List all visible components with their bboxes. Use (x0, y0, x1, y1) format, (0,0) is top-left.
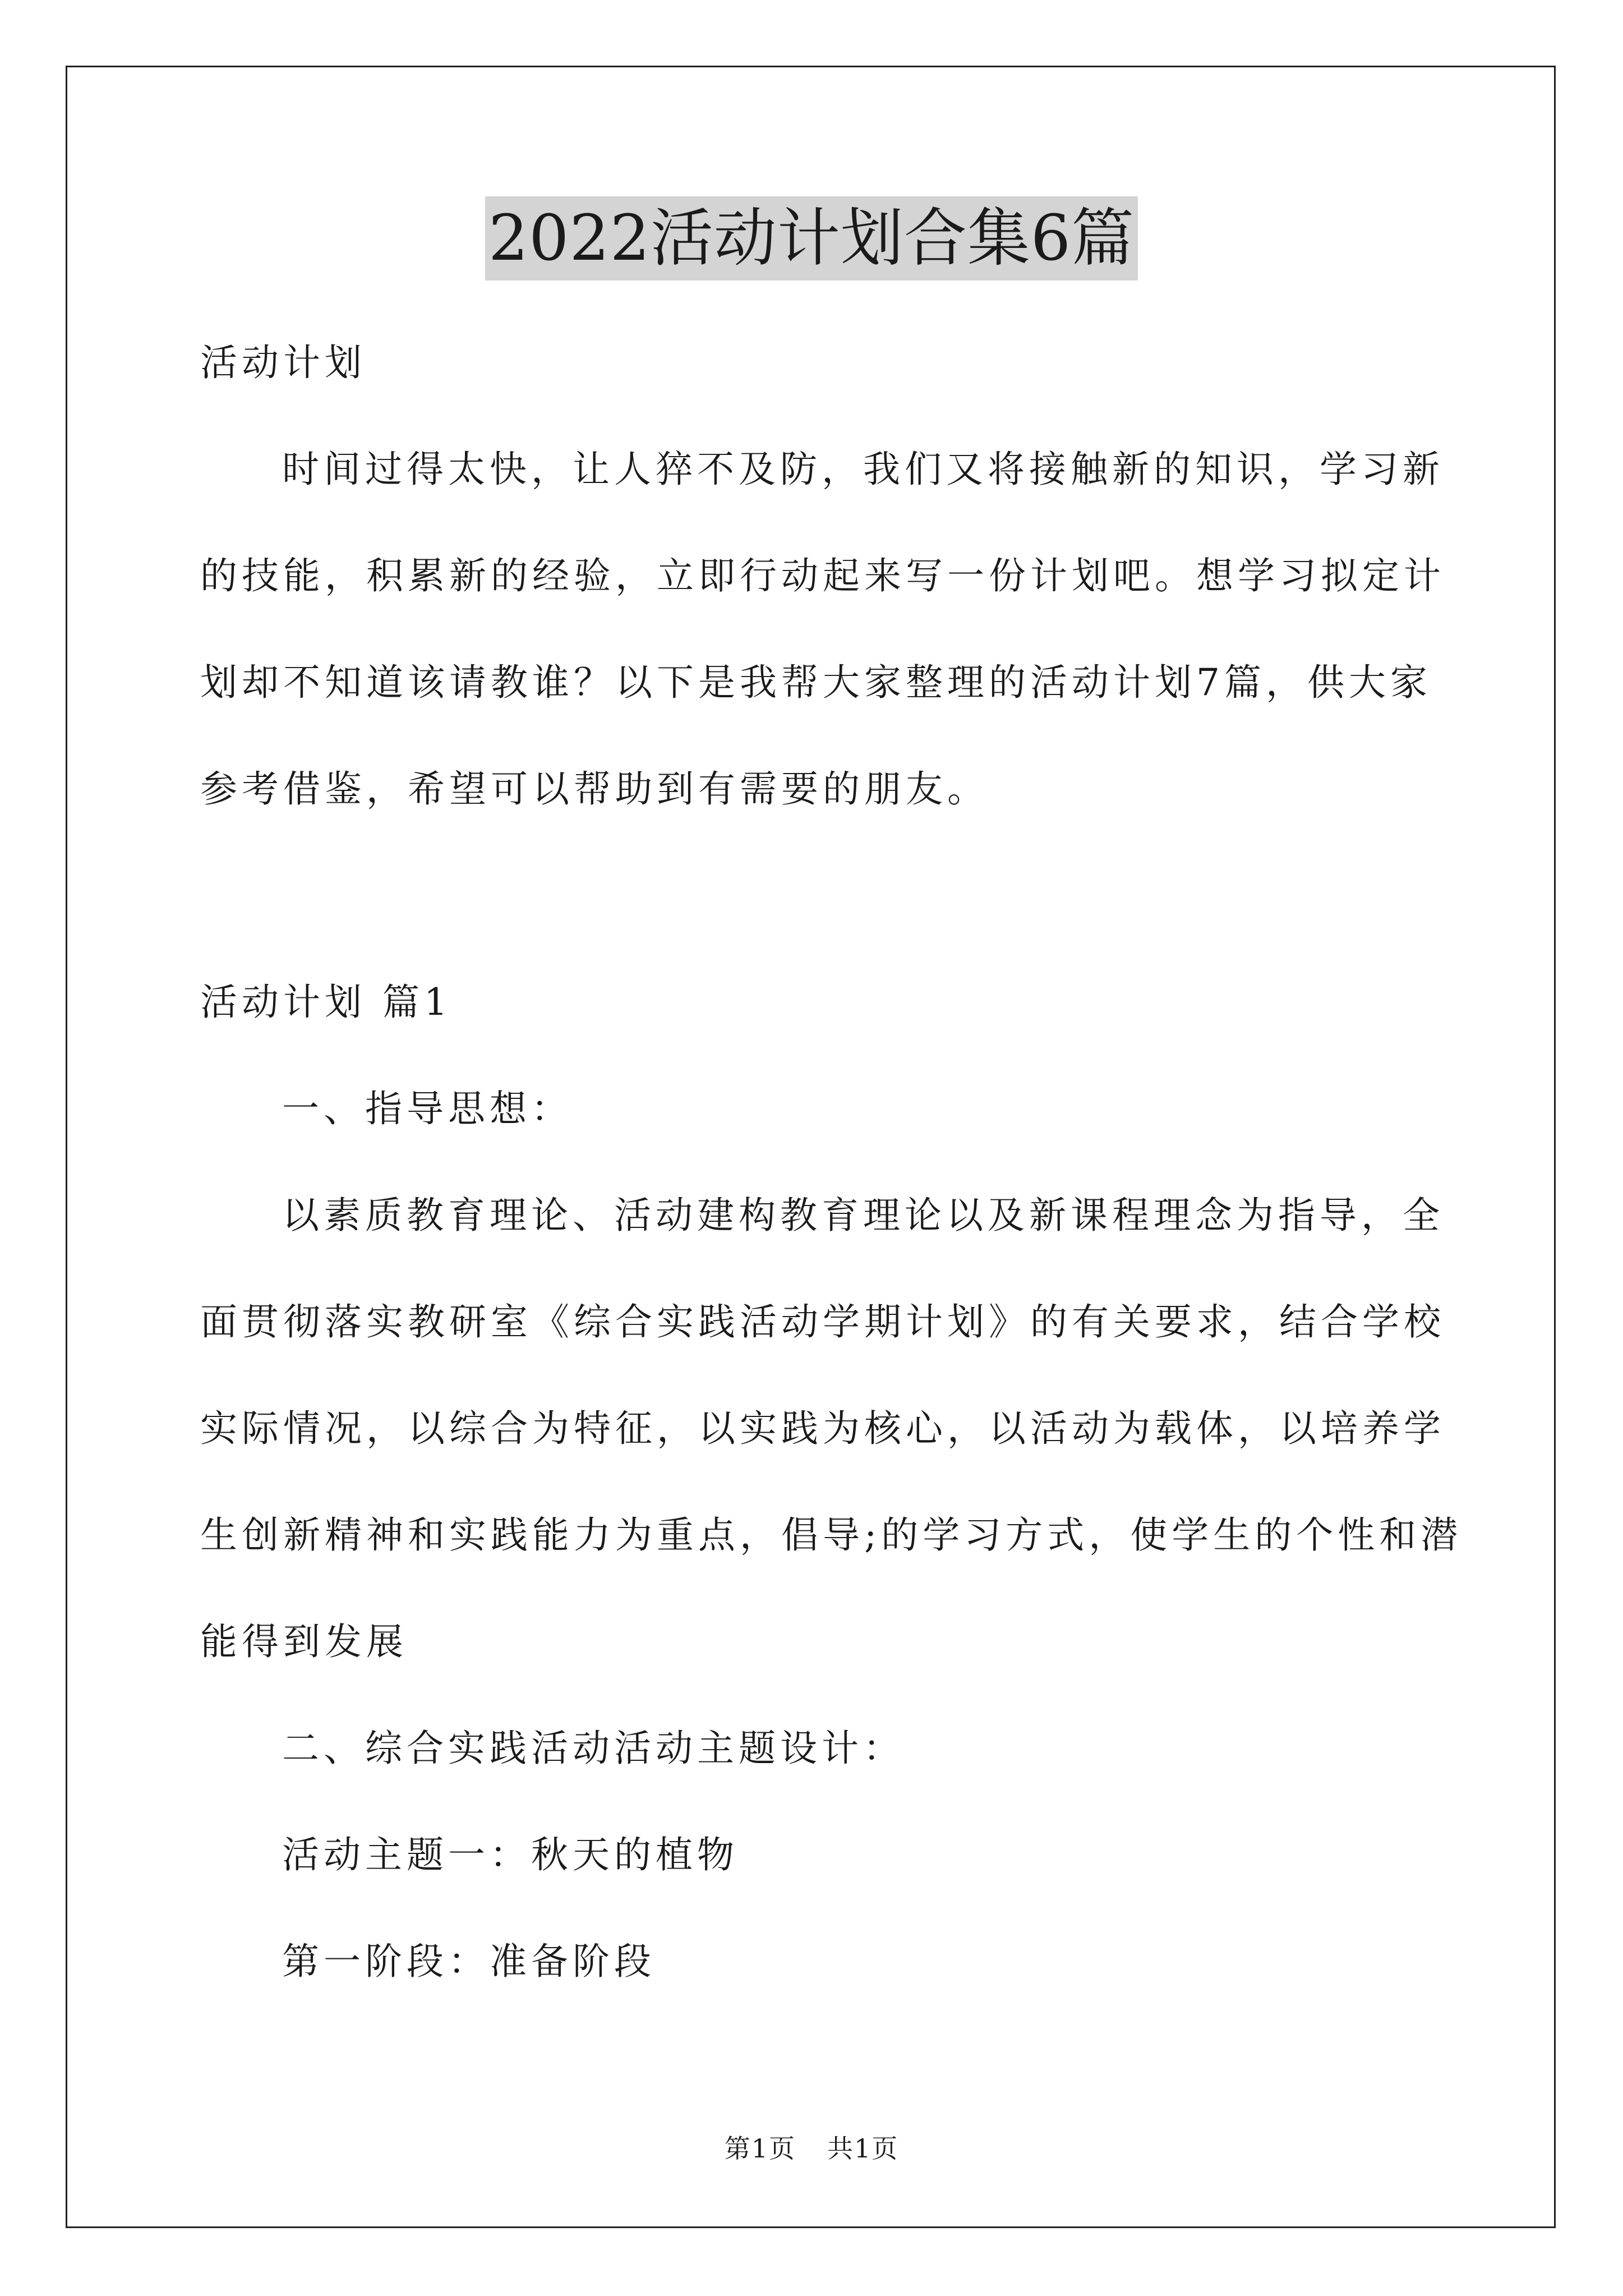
intro-line: 参考借鉴，希望可以帮助到有需要的朋友。 (200, 767, 989, 811)
section-heading: 活动计划 篇1 (200, 981, 452, 1024)
intro-line: 的技能，积累新的经验，立即行动起来写一份计划吧。想学习拟定计 (200, 554, 1445, 597)
page-number-current: 第1页 (724, 2133, 796, 2164)
guiding-line: 面贯彻落实教研室《综合实践活动学期计划》的有关要求，结合学校 (200, 1300, 1445, 1343)
guiding-line: 能得到发展 (200, 1620, 408, 1663)
intro-line: 划却不知道该请教谁？以下是我帮大家整理的活动计划7篇，供大家 (200, 661, 1432, 704)
document-body (200, 310, 1463, 2015)
design-heading: 二、综合实践活动活动主题设计： (282, 1727, 905, 1770)
guiding-heading: 一、指导思想： (282, 1087, 573, 1130)
theme-one: 活动主题一：秋天的植物 (282, 1833, 739, 1876)
title-wrapper (0, 196, 1623, 280)
guiding-line: 以素质教育理论、活动建构教育理论以及新课程理念为指导，全 (282, 1194, 1444, 1237)
stage-one: 第一阶段：准备阶段 (282, 1940, 656, 1983)
page-footer (0, 2132, 1623, 2165)
page-number-total: 共1页 (827, 2133, 899, 2164)
guiding-line: 生创新精神和实践能力为重点，倡导;的学习方式，使学生的个性和潜 (200, 1513, 1463, 1557)
guiding-line: 实际情况，以综合为特征，以实践为核心，以活动为载体，以培养学 (200, 1407, 1445, 1450)
intro-heading: 活动计划 (200, 341, 366, 384)
intro-line: 时间过得太快，让人猝不及防，我们又将接触新的知识，学习新 (282, 448, 1444, 491)
document-title: 2022活动计划合集6篇 (485, 196, 1138, 280)
